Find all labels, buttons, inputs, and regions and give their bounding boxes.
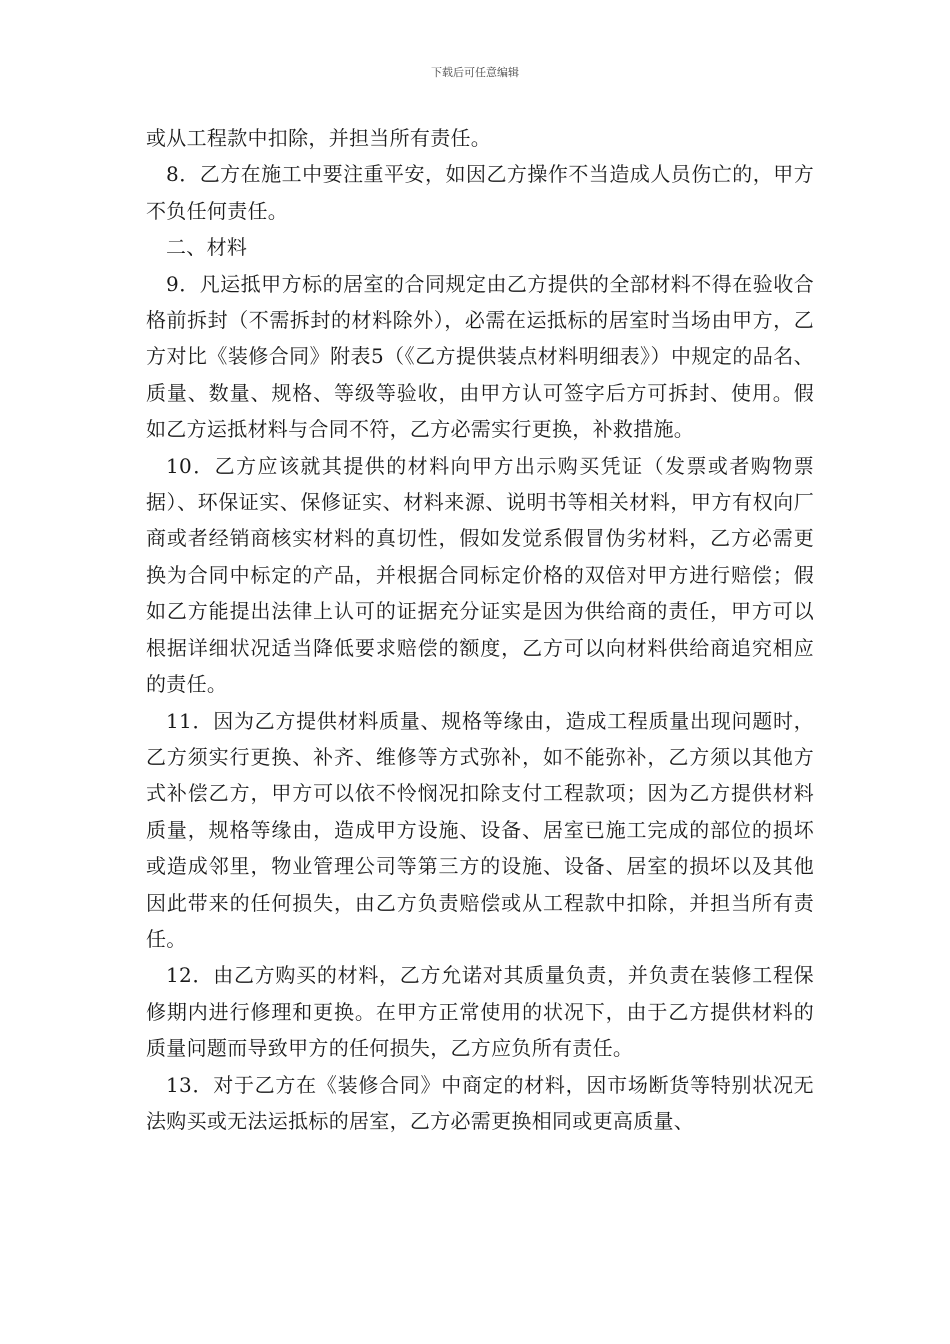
section-heading-materials: 二、材料 xyxy=(166,235,248,260)
page-header: 下载后可任意编辑 xyxy=(431,66,519,79)
paragraph-clause-8: 8．乙方在施工中要注重平安，如因乙方操作不当造成人员伤亡的，甲方不负任何责任。 xyxy=(146,162,814,223)
paragraph-clause-9: 9．凡运抵甲方标的居室的合同规定由乙方提供的全部材料不得在验收合格前拆封（不需拆封的材料除外），必需在运抵标的居室时当场由甲方，乙方对比《装修合同》附表5（《乙方提供装点材料明细表》）中规定的品名、质量、数量、规格、等级等验收，由甲方认可签字后方可拆封、使用。假如乙方运抵材料与合同不符，乙方必需实行更换，补救措施。 xyxy=(146,271,814,442)
paragraph-clause-11: 11．因为乙方提供材料质量、规格等缘由，造成工程质量出现问题时，乙方须实行更换、补齐、维修等方式弥补，如不能弥补，乙方须以其他方式补偿乙方，甲方可以依不怜悯况扣除支付工程款项；因为乙方提供材料质量，规格等缘由，造成甲方设施、设备、居室已施工完成的部位的损坏或造成邻里，物业管理公司等第三方的设施、设备、居室的损坏以及其他因此带来的任何损失，由乙方负责赔偿或从工程款中扣除，并担当所有责任。 xyxy=(146,708,814,951)
paragraph-clause-13: 13．对于乙方在《装修合同》中商定的材料，因市场断货等特别状况无法购买或无法运抵标的居室，乙方必需更换相同或更高质量、 xyxy=(146,1072,814,1133)
document-body xyxy=(146,120,814,1139)
paragraph-clause-10: 10．乙方应该就其提供的材料向甲方出示购买凭证（发票或者购物票据）、环保证实、保修证实、材料来源、说明书等相关材料，甲方有权向厂商或者经销商核实材料的真切性，假如发觉系假冒伪劣材料，乙方必需更换为合同中标定的产品，并根据合同标定价格的双倍对甲方进行赔偿；假如乙方能提出法律上认可的证据充分证实是因为供给商的责任，甲方可以根据详细状况适当降低要求赔偿的额度，乙方可以向材料供给商追究相应的责任。 xyxy=(146,453,814,697)
paragraph-clause-12: 12．由乙方购买的材料，乙方允诺对其质量负责，并负责在装修工程保修期内进行修理和更换。在甲方正常使用的状况下，由于乙方提供材料的质量问题而导致甲方的任何损失，乙方应负所有责任。 xyxy=(146,963,814,1061)
paragraph-continuation: 或从工程款中扣除，并担当所有责任。 xyxy=(146,126,492,150)
